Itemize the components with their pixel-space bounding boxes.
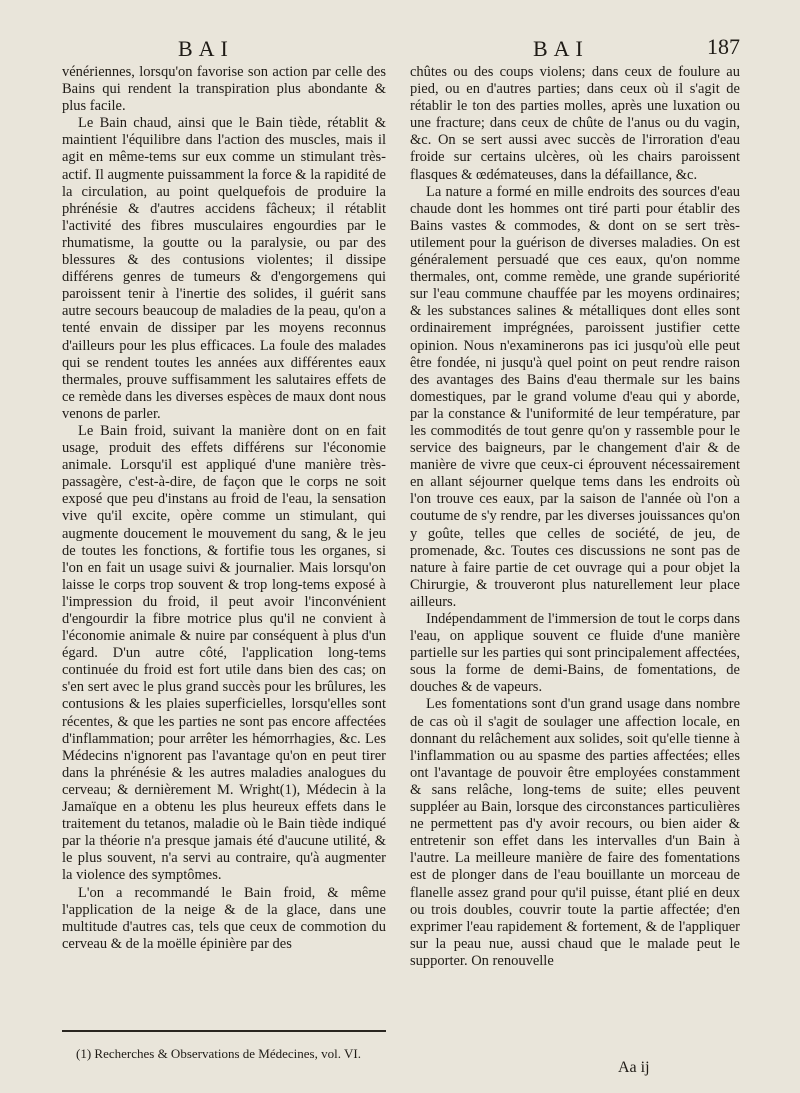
signature-mark: Aa ij — [618, 1059, 650, 1076]
footnote-rule — [62, 1030, 386, 1032]
paragraph: Les fomentations sont d'un grand usage dans nombre de cas où il s'agit de soulager une affection locale, en donnant du relâchement aux solides, soit qu'elle tienne à l'inflammation ou au spasme des parties affectées; elles ont l'avantage de pouvoir être employées constamment & sans relâche, long-tems de suite; elles peuvent suppléer au Bain, lorsque des circonstances particulières ne permettent pas d'y avoir recours, ou bien aider & entretenir son effet dans les intervalles d'un Bain à l'autre. La meilleure manière de faire des fomentations est de plonger dans de l'eau bouillante un morceau de flanelle assez grand pour qu'il puisse, étant plié en deux ou trois doubles, couvrir toute la partie affectée; d'en exprimer l'eau rapidement & fortement, & de l'appliquer sur la peau nue, aussi chaud que le malade peut le supporter. On renouvelle — [410, 696, 740, 969]
paragraph: La nature a formé en mille endroits des sources d'eau chaude dont les hommes ont tiré parti pour établir des Bains vastes & commodes, & dont on se sert très-utilement pour la guérison de diverses maladies. On est généralement persuadé que ces eaux, qu'on nomme thermales, ont, comme remède, une grande supériorité sur l'eau commune chauffée par les moyens ordinaires; & les substances salines & métalliques dont elles sont ordinairement imprégnées, paroissent justifier cette opinion. Nous n'examinerons pas ici jusqu'où elle peut être fondée, ni jusqu'à quel point on peut rendre raison des avantages des Bains d'eau thermale sur les bains domestiques, par le grand volume d'eau qui y aborde, par la constance & l'uniformité de leur température, par les commodités de tout genre qu'on y rassemble pour le service des baigneurs, par le changement d'air & de manière de vivre que ceux-ci éprouvent nécessairement en allant séjourner quelque tems dans les endroits où l'on trouve ces eaux, par la saison de l'année où l'on a coutume de s'y rendre, par les diverses jouissances qu'on y goûte, telles que celles de société, de jeu, de promenade, &c. Toutes ces discussions ne sont pas de nature à faire partie de cet ouvrage qui a pour objet la Chirurgie, & trouveront plus naturellement leur place ailleurs. — [410, 183, 740, 610]
paragraph: L'on a recommandé le Bain froid, & même l'application de la neige & de la glace, dans une multitude d'autres cas, tels que ceux de commotion du cerveau & de la moëlle épinière par des — [62, 884, 386, 952]
paragraph: Indépendamment de l'immersion de tout le corps dans l'eau, on applique souvent ce fluide d'une manière partielle sur les parties qui sont principalement affectées, sous la forme de demi-Bains, de fomentations, de douches & de vapeurs. — [410, 611, 740, 696]
running-head-left: BAI — [178, 36, 234, 61]
paragraph: chûtes ou des coups violens; dans ceux de foulure au pied, ou en d'autres parties; dans ceux où il s'agit de rétablir le ton des parties molles, après une luxation ou une fracture; dans ceux de chûte de l'anus ou du vagin, &c. On se sert aussi avec succès de l'irroration d'eau froide sur certains ulcères, où les chairs paroissent flasques & œdémateuses, dans la défaillance, &c. — [410, 64, 740, 183]
paragraph: vénériennes, lorsqu'on favorise son action par celle des Bains qui rendent la transpiration plus abondante & plus facile. — [62, 64, 386, 115]
footnote: (1) Recherches & Observations de Médecines, vol. VI. — [76, 1046, 361, 1061]
paragraph: Le Bain froid, suivant la manière dont on en fait usage, produit des effets différens sur l'économie animale. Lorsqu'il est appliqué d'une manière très-passagère, c'est-à-dire, de façon que le corps ne soit exposé que peu d'instans au froid de l'eau, la sensation vive qu'il excite, opère comme un stimulant, qui augmente doucement le mouvement du sang, & le jeu de toutes les fonctions, & fortifie tous les organes, si l'on en fait un usage suivi & journalier. Mais lorsqu'on laisse le corps trop souvent & trop long-tems exposé à l'impression du froid, il peut avoir l'inconvénient d'engourdir la fibre motrice plus qu'il ne convient à l'économie animale & nuire par conséquent à plus d'un égard. D'un autre côté, l'application long-tems continuée du froid est fort utile dans bien des cas; on s'en sert avec le plus grand succès pour les brûlures, les contusions & les plaies superficielles, lorsqu'elles sont récentes, & que les parties ne sont pas encore affectées d'inflammation; pour arrêter les hémorrhagies, &c. Les Médecins n'ignorent pas l'avantage qu'on en peut tirer dans la phrénésie & les autres maladies analogues du cerveau; & dernièrement M. Wright(1), Médecin à la Jamaïque en a obtenu les plus heureux effets dans le traitement du tetanos, maladie où le Bain tiède indiqué par la théorie n'a presque jamais été d'aucune utilité, & le plus souvent, n'a servi au contraire, qu'à augmenter la violence des symptômes. — [62, 422, 386, 884]
left-column — [62, 64, 386, 953]
running-head-right: BAI — [533, 36, 589, 61]
page-number: 187 — [707, 34, 740, 59]
paragraph: Le Bain chaud, ainsi que le Bain tiède, rétablit & maintient l'équilibre dans l'action des muscles, mais il agit en même-tems sur eux comme un stimulant très-actif. Il augmente puissamment la force & la rapidité de la circulation, au point quelquefois de produire la phrénésie & d'autres accidens fâcheux; il rétablit l'activité des fibres musculaires engourdies par le rhumatisme, la goutte ou la paralysie, ou par des blessures & des contusions violentes; il dissipe différens genres de tumeurs & d'engorgemens qui paroissent tenir à l'inertie des solides, il guérit sans autre secours beaucoup de maladies de la peau, qu'on a tenté envain de dissiper par les moyens reconnus d'ailleurs pour les plus efficaces. La foule des malades qui se rendent toutes les années aux différentes eaux thermales, prouve suffisamment les salutaires effets de ce remède dans les diverses espèces de maux dont nous venons de parler. — [62, 115, 386, 422]
right-column — [410, 64, 740, 970]
